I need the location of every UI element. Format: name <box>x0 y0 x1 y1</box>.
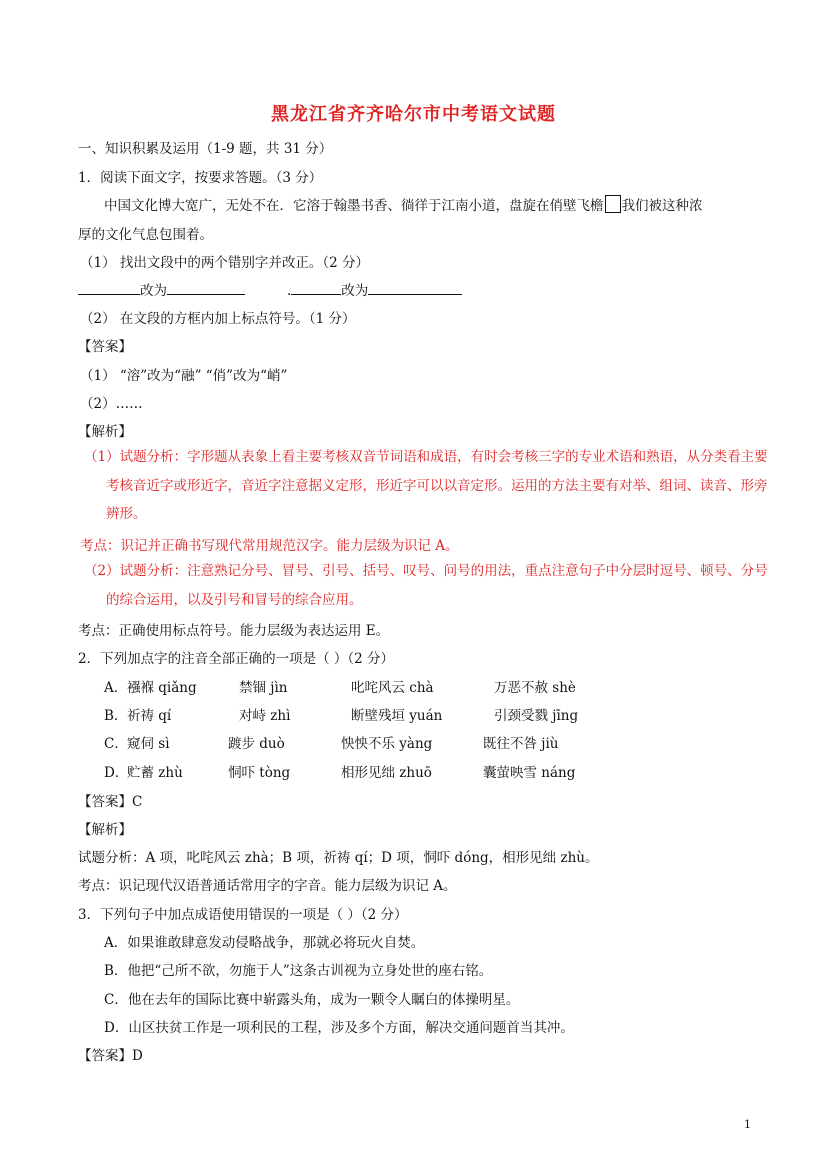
q1-sub1: （1） 找出文段中的两个错别字并改正。（2 分） <box>80 255 370 271</box>
q2-option-a-letter: A． <box>104 680 128 696</box>
punctuation-box <box>605 195 621 213</box>
q2-analysis: 试题分析：A 项，叱咤风云 zhà；B 项，祈祷 qí；D 项，恫吓 dóng，相形见绌 zhù。 <box>78 850 599 866</box>
q2-option-d-2: 恫吓 tòng <box>228 765 291 781</box>
blank-4[interactable] <box>368 282 462 295</box>
q1-point1: 考点：识记并正确书写现代常用规范汉字。能力层级为识记 A。 <box>80 538 459 554</box>
fill-dot: . <box>287 283 292 299</box>
q3-option-b: B．他把“己所不欲，勿施于人”这条古训视为立身处世的座右铭。 <box>104 963 493 979</box>
q2-option-b-3: 断壁残垣 yuán <box>351 708 443 724</box>
fill-label-2: 改为 <box>341 283 369 299</box>
q2-option-a-4: 万恶不赦 shè <box>494 680 576 696</box>
q1-analysis1-text: （1）试题分析：字形题从表象上看主要考核双音节词语和成语，有时会考核三字的专业术语和熟语，从分类看主要考核音近字或形近字，音近字注意据义定形，形近字可以以音定形。运用的方法主要有对举、组词、读音、形旁辨形。 <box>84 449 768 522</box>
q1-fill-line <box>78 279 462 299</box>
q2-option-c-4: 既往不咎 jiù <box>483 736 559 752</box>
blank-2[interactable] <box>167 282 245 295</box>
q1-passage-b: 我们被这种浓 <box>621 198 703 214</box>
q2-option-a-1: 襁褓 qiǎng <box>127 680 197 696</box>
q1-answer2: （2）…… <box>80 396 143 412</box>
q2-option-c-letter: C． <box>104 736 128 752</box>
q1-analysis1 <box>84 443 774 529</box>
q2-answer: 【答案】C <box>78 794 143 810</box>
q2-option-b-1: 祈祷 qí <box>127 708 172 724</box>
q2-stem: 2．下列加点字的注音全部正确的一项是（ ）（2 分） <box>78 651 395 667</box>
q2-option-a-3: 叱咤风云 chà <box>351 680 434 696</box>
q3-option-a: A．如果谁敢肆意发动侵略战争，那就必将玩火自焚。 <box>104 935 425 951</box>
q2-analysis-label: 【解析】 <box>78 822 132 838</box>
blank-3[interactable] <box>291 282 341 295</box>
q3-answer: 【答案】D <box>78 1048 143 1064</box>
q1-analysis2 <box>84 557 774 614</box>
q2-option-d-3: 相形见绌 zhuō <box>341 765 432 781</box>
q1-analysis-label: 【解析】 <box>78 424 132 440</box>
q1-passage-line1 <box>104 194 703 214</box>
q1-sub2: （2） 在文段的方框内加上标点符号。（1 分） <box>80 311 356 327</box>
q2-option-d-4: 囊萤映雪 náng <box>483 765 576 781</box>
q3-stem: 3．下列句子中加点成语使用错误的一项是（ ）（2 分） <box>78 907 408 923</box>
q1-analysis2-text: （2）试题分析：注意熟记分号、冒号、引号、括号、叹号、问号的用法，重点注意句子中分层时逗号、顿号、分号的综合运用，以及引号和冒号的综合应用。 <box>84 563 768 608</box>
q2-option-d-1: 贮蓄 zhù <box>127 765 183 781</box>
q1-passage-line2: 厚的文化气息包围着。 <box>78 227 213 243</box>
page-number: 1 <box>744 1118 751 1131</box>
q2-point: 考点：识记现代汉语普通话常用字的字音。能力层级为识记 A。 <box>78 878 457 894</box>
q1-point2: 考点：正确使用标点符号。能力层级为表达运用 E。 <box>78 623 390 639</box>
q2-option-d-letter: D． <box>104 765 129 781</box>
q2-option-c-3: 怏怏不乐 yàng <box>341 736 433 752</box>
q2-option-c-2: 踱步 duò <box>228 736 285 752</box>
page-title: 黑龙江省齐齐哈尔市中考语文试题 <box>271 104 556 125</box>
blank-1[interactable] <box>78 282 140 295</box>
q2-option-a-2: 禁锢 jìn <box>239 680 288 696</box>
q1-passage-a: 中国文化博大宽广，无处不在．它溶于翰墨书香、徜徉于江南小道，盘旋在俏壁飞檐 <box>104 198 604 214</box>
q3-option-d: D．山区扶贫工作是一项利民的工程，涉及多个方面，解决交通问题首当其冲。 <box>104 1020 574 1036</box>
section-header: 一、知识积累及运用（1-9 题，共 31 分） <box>78 141 333 157</box>
fill-label-1: 改为 <box>140 283 167 299</box>
q2-option-b-4: 引颈受戮 jīng <box>494 708 579 724</box>
q1-answer1: （1） “溶”改为“融” “俏”改为“峭” <box>80 368 288 384</box>
q1-answer-label: 【答案】 <box>78 339 132 355</box>
q2-option-c-1: 窥伺 sì <box>127 736 170 752</box>
q2-option-b-2: 对峙 zhì <box>239 708 291 724</box>
q2-option-b-letter: B． <box>104 708 128 724</box>
q3-option-c: C．他在去年的国际比赛中崭露头角，成为一颗令人瞩白的体操明星。 <box>104 992 520 1008</box>
q1-stem: 1．阅读下面文字，按要求答题。（3 分） <box>78 170 323 186</box>
